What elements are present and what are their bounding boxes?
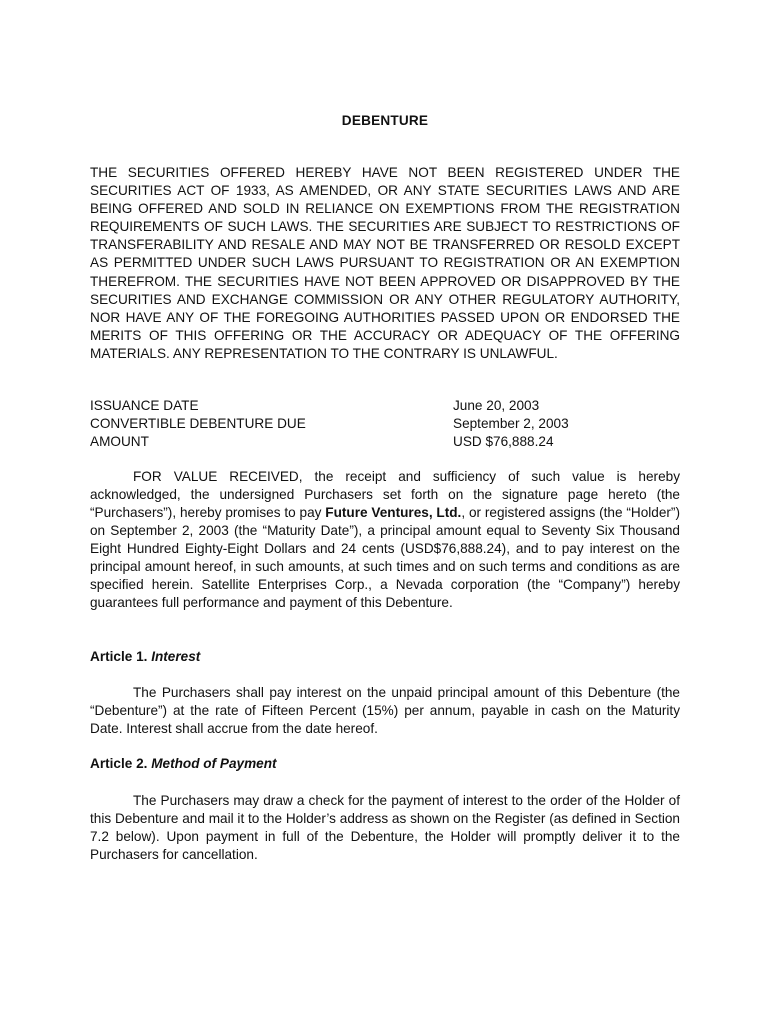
term-label: ISSUANCE DATE <box>90 398 199 413</box>
article-number: Article 2. <box>90 756 152 771</box>
term-label: CONVERTIBLE DEBENTURE DUE <box>90 416 306 431</box>
article-1-body: The Purchasers shall pay interest on the unpaid principal amount of this Debenture (the “Debenture”) at the rate of Fifteen Percent (15%) per annum, payable in cash on the Maturity Date. Interest shall accrue from the date hereof. <box>90 685 680 736</box>
intro-paragraph <box>90 468 680 612</box>
intro-text-start: FOR VALUE RECEIVED, the receipt and sufficiency of such value is hereby acknowledged, the undersigned Purchasers set forth on the signature page hereto (the “Purchasers”), hereby promises to pay <box>90 469 680 520</box>
term-row-issuance-date <box>90 397 680 415</box>
article-1-heading <box>90 648 200 666</box>
article-title: Interest <box>151 649 201 664</box>
intro-text-end: , or registered assigns (the “Holder”) on September 2, 2003 (the “Maturity Date”), a principal amount equal to Seventy Six Thousand Eight Hundred Eighty-Eight Dollars and 24 cents (USD$76,888.24), and to pay interest on the principal amount hereof, in such amounts, at such times and on such terms and conditions as are specified herein. Satellite Enterprises Corp., a Nevada corporation (the “Company”) hereby guarantees full performance and payment of this Debenture. <box>90 505 680 610</box>
term-value: USD $76,888.24 <box>453 434 554 449</box>
term-label: AMOUNT <box>90 434 149 449</box>
article-number: Article 1. <box>90 649 152 664</box>
payee-name: Future Ventures, Ltd. <box>325 505 462 520</box>
term-row-due-date <box>90 415 680 433</box>
article-2-heading <box>90 755 277 773</box>
article-2-body: The Purchasers may draw a check for the payment of interest to the order of the Holder of this Debenture and mail it to the Holder’s address as shown on the Register (as defined in Section 7.2 below). Upon payment in full of the Debenture, the Holder will promptly deliver it to the Purchasers for cancellation. <box>90 793 680 862</box>
document-title: DEBENTURE <box>341 113 429 128</box>
securities-legend: THE SECURITIES OFFERED HEREBY HAVE NOT BEEN REGISTERED UNDER THE SECURITIES ACT OF 1933, AS AMENDED, OR ANY STATE SECURITIES LAWS AND ARE BEING OFFERED AND SOLD IN RELIANCE ON EXEMPTIONS FROM THE REGISTRATION REQUIREMENTS OF SUCH LAWS. THE SECURITIES ARE SUBJECT TO RESTRICTIONS OF TRANSFERABILITY AND RESALE AND MAY NOT BE TRANSFERRED OR RESOLD EXCEPT AS PERMITTED UNDER SUCH LAWS PURSUANT TO REGISTRATION OR AN EXEMPTION THEREFROM. THE SECURITIES HAVE NOT BEEN APPROVED OR DISAPPROVED BY THE SECURITIES AND EXCHANGE COMMISSION OR ANY OTHER REGULATORY AUTHORITY, NOR HAVE ANY OF THE FOREGOING AUTHORITIES PASSED UPON OR ENDORSED THE MERITS OF THIS OFFERING OR THE ACCURACY OR ADEQUACY OF THE OFFERING MATERIALS. ANY REPRESENTATION TO THE CONTRARY IS UNLAWFUL. <box>90 165 680 361</box>
article-title: Method of Payment <box>151 756 277 771</box>
terms-table <box>90 397 680 451</box>
term-value: September 2, 2003 <box>453 416 569 431</box>
term-row-amount <box>90 433 680 451</box>
term-value: June 20, 2003 <box>453 398 540 413</box>
